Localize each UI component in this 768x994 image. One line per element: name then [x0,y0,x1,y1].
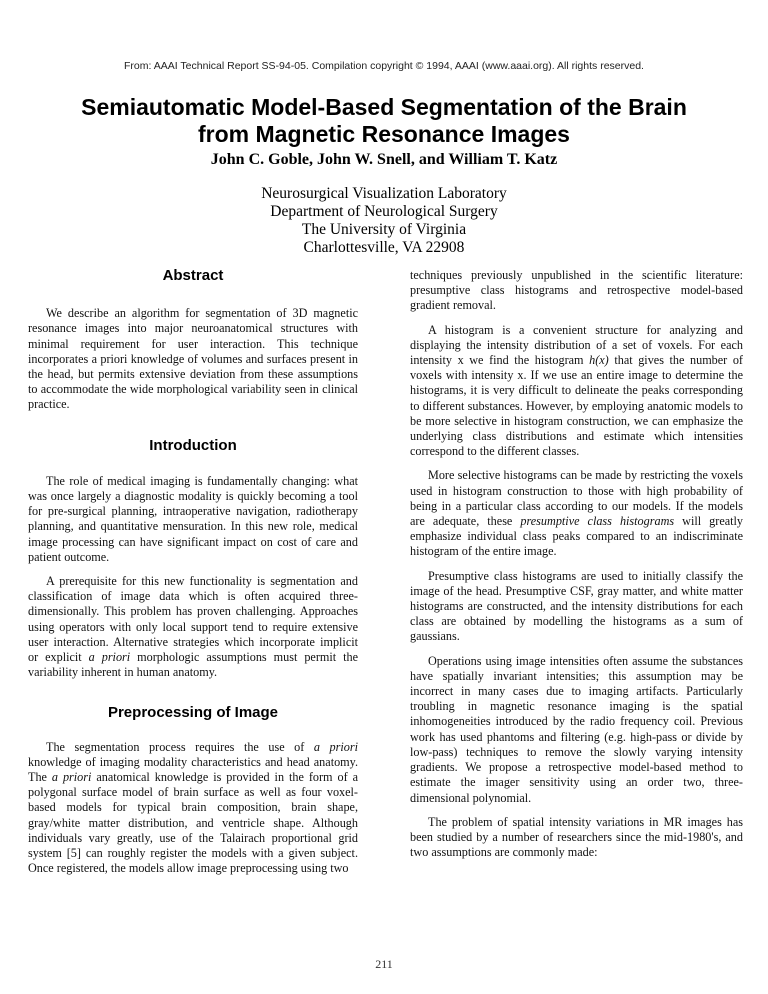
introduction-paragraph-2: A prerequisite for this new functionality is segmentation and classification of image data which is often acquired three-dimensionally. This problem has proven challenging. Approaches using operators with only local support tend to require extensive user interaction. Alternative strategies which incorporate implicit or explicit a priori morphologic assumptions must permit the variability inherent in human anatomy. [28,574,358,680]
paper-title [60,94,708,148]
preprocessing-heading: Preprocessing of Image [107,704,279,722]
affiliation-location: Charlottesville, VA 22908 [303,239,465,256]
copyright-notice: From: AAAI Technical Report SS-94-05. Compilation copyright © 1994, AAAI (www.aaai.org). All rights reserved. [124,60,644,72]
abstract-heading: Abstract [162,267,224,284]
presumptive-class-paragraph: Presumptive class histograms are used to initially classify the image of the head. Presumptive CSF, gray matter, and white matter histograms are constructed, and the intensity distributions for each class are obtained by modelling the histograms as a sum of gaussians. [410,568,743,644]
affiliation-lab: Neurosurgical Visualization Laboratory [261,185,507,202]
introduction-paragraph-1: The role of medical imaging is fundamentally changing: what was once largely a diagnostic modality is quickly becoming a tool for pre-surgical planning, intraoperative navigation, radiotherapy planning, and quantitative mensuration. In this new role, medical image processing can have significant impact on cost of care and patient outcome. [28,473,358,564]
continued-paragraph: techniques previously unpublished in the scientific literature: presumptive class histograms and retrospective model-based gradient removal. [410,268,743,313]
page-number: 211 [375,957,393,971]
intensity-gradient-paragraph: Operations using image intensities often assume the substances have spatially invariant intensities; this assumption may be incorrect in many cases due to imaging artifacts. Particularly troubling in magnetic resonance imaging is the spatial inhomogeneities introduced by the radio frequency coil. Previous work has used phantoms and filtering (e.g. high-pass or divide by low-pass) techniques to remove the slowly varying intensity gradients. We propose a retrospective model-based method to estimate the imager sensitivity using an order two, three-dimensional polynomial. [410,653,743,805]
histogram-paragraph: A histogram is a convenient structure for analyzing and displaying the intensity distribution of a set of voxels. For each intensity x we find the histogram h(x) that gives the number of voxels with intensity x. If we use an entire image to determine the histograms, it is very difficult to delineate the peaks corresponding to different substances. However, by employing anatomic models to be more selective in histogram construction, we can emphasize the underlying class distributions and estimate which intensities correspond to the different classes. [410,322,743,459]
abstract-paragraph: We describe an algorithm for segmentation of 3D magnetic resonance images into major neuroanatomical structures with minimal requirement for user interaction. This technique incorporates a priori knowledge of volumes and surfaces present in the head, but permits extensive deviation from these assumptions to accommodate the wide morphological variability seen in clinical practice. [28,306,358,412]
preprocessing-paragraph: The segmentation process requires the use of a priori knowledge of imaging modality characteristics and head anatomy. The a priori anatomical knowledge is provided in the form of a polygonal surface model of brain surface as well as four voxel-based models for typical brain composition, brain shape, gray/white matter distribution, and ventricle shape. Although individuals vary greatly, use of the Talairach proportional grid system [5] can roughly register the models with a given subject. Once registered, the models allow image preprocessing using two [28,739,358,876]
right-column [410,268,743,869]
affiliation-university: The University of Virginia [301,221,467,238]
affiliation [0,185,768,257]
authors: John C. Goble, John W. Snell, and William T. Katz [210,151,558,168]
introduction-heading: Introduction [149,436,237,454]
title-line-1: Semiautomatic Model-Based Segmentation of the Brain [81,94,687,120]
spatial-variation-paragraph: The problem of spatial intensity variations in MR images has been studied by a number of researchers since the mid-1980's, and two assumptions are commonly made: [410,814,743,860]
left-column [28,268,358,886]
selective-histogram-paragraph: More selective histograms can be made by restricting the voxels used in histogram construction to those with high probability of being in a particular class according to our models. If the models are adequate, these presumptive class histograms will greatly emphasize individual class peaks compared to an indiscriminate histogram of the entire image. [410,468,744,559]
title-line-2: from Magnetic Resonance Images [198,121,570,147]
affiliation-department: Department of Neurological Surgery [270,203,498,220]
